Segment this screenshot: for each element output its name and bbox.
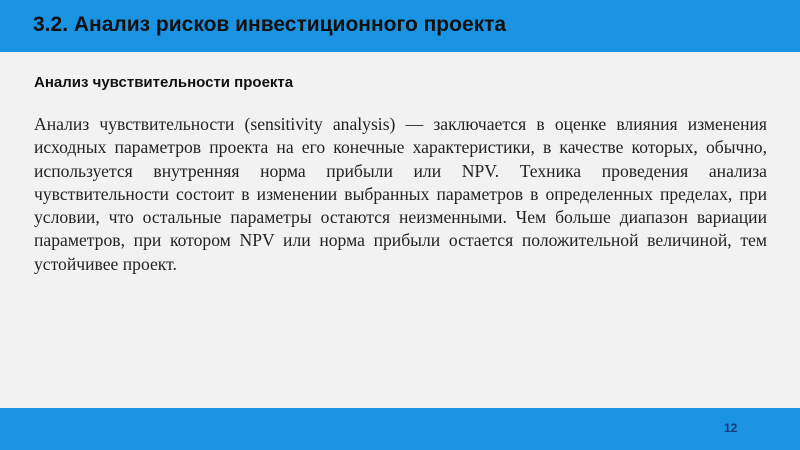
- footer-bar: [0, 408, 800, 450]
- section-heading: Анализ чувствительности проекта: [34, 74, 294, 91]
- page-number: 12: [724, 421, 738, 435]
- slide-title: 3.2. Анализ рисков инвестиционного проекта: [33, 13, 507, 36]
- slide-content: [34, 72, 767, 276]
- body-paragraph: Анализ чувствительности (sensitivity analysis) — заключается в оценке влияния изменения исходных параметров проекта на его конечные характеристики, в качестве которых, обычно, используется внутренняя норма прибыли или NPV. Техника проведения анализа чувствительности состоит в изменении выбранных параметров в определенных пределах, при условии, что остальные параметры остаются неизменными. Чем больше диапазон вариации параметров, при котором NPV или норма прибыли остается положительной величиной, тем устойчивее проект.: [34, 114, 767, 274]
